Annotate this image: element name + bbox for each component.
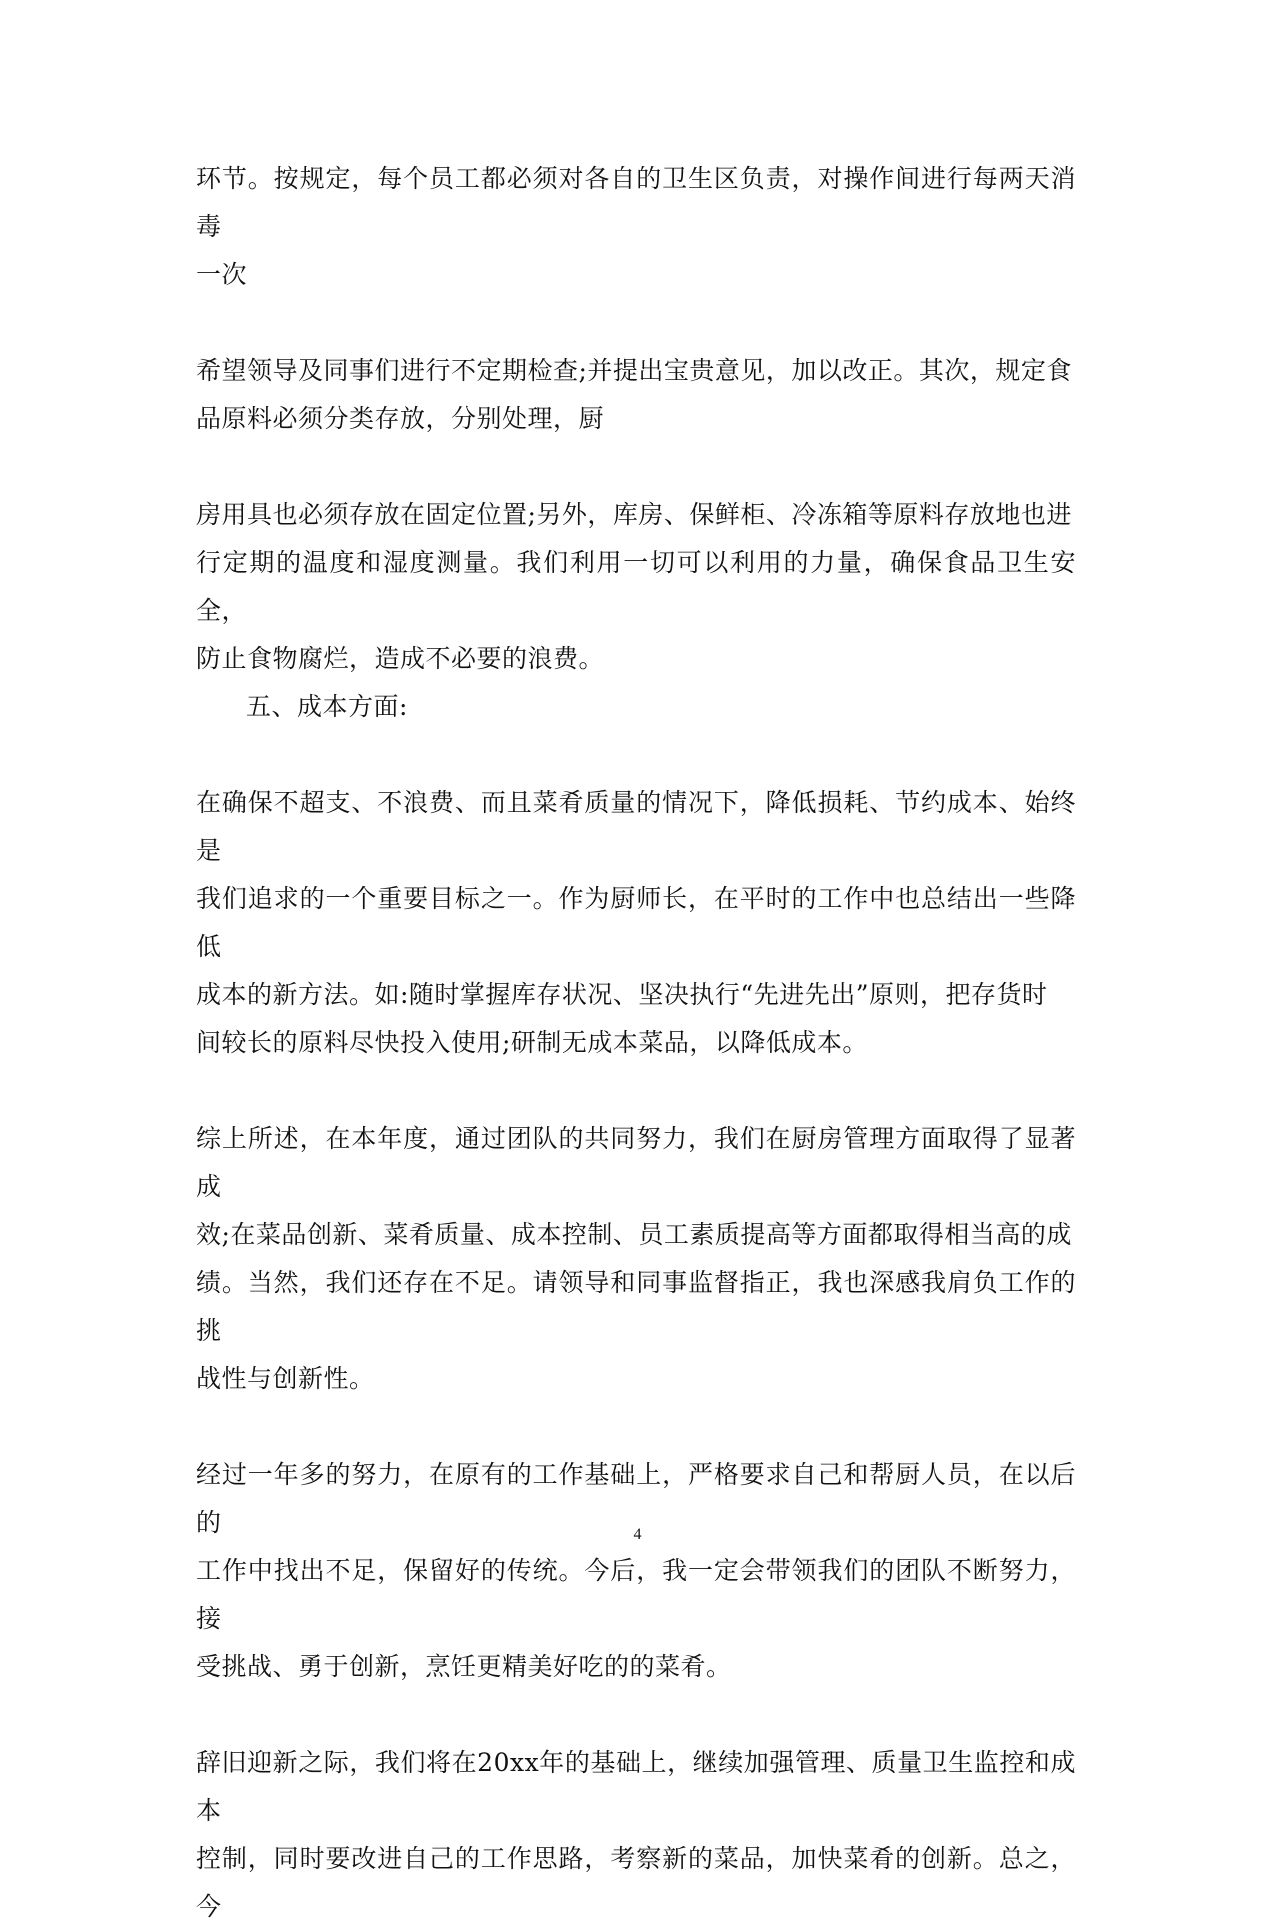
page-number: 4 <box>633 1526 642 1543</box>
paragraph-new-year: 辞旧迎新之际，我们将在20xx年的基础上，继续加强管理、质量卫生监控和成本 控制，同时要改进自己的工作思路，考察新的菜品，加快菜肴的创新。总之，今 <box>196 1748 1076 1921</box>
paragraph-effort: 经过一年多的努力，在原有的工作基础上，严格要求自己和帮厨人员，在以后的 工作中找出不足，保留好的传统。今后，我一定会带领我们的团队不断努力，接 受挑战、勇于创新，烹饪更精美好吃的的菜肴。 <box>196 1460 1076 1681</box>
section-heading-cost: 五、成本方面: <box>246 692 408 721</box>
paragraph-summary: 综上所述，在本年度，通过团队的共同努力，我们在厨房管理方面取得了显著成 效;在菜品创新、菜肴质量、成本控制、员工素质提高等方面都取得相当高的成 绩。当然，我们还存在不足。请领导和同事监督指正，我也深感我肩负工作的挑 战性与创新性。 <box>196 1124 1076 1393</box>
document-body <box>196 155 1076 1931</box>
paragraph-inspection-storage: 希望领导及同事们进行不定期检查;并提出宝贵意见，加以改正。其次，规定食 品原料必须分类存放，分别处理，厨 <box>196 356 1072 433</box>
paragraph-hygiene-rules: 环节。按规定，每个员工都必须对各自的卫生区负责，对操作间进行每两天消毒 一次 <box>196 164 1076 289</box>
paragraph-kitchen-tools: 房用具也必须存放在固定位置;另外，库房、保鲜柜、冷冻箱等原料存放地也进 行定期的温度和湿度测量。我们利用一切可以利用的力量，确保食品卫生安全， 防止食物腐烂，造成不必要的浪费。 <box>196 500 1076 673</box>
paragraph-cost-control: 在确保不超支、不浪费、而且菜肴质量的情况下，降低损耗、节约成本、始终是 我们追求的一个重要目标之一。作为厨师长，在平时的工作中也总结出一些降低 成本的新方法。如:随时掌握库存状况、坚决执行“先进先出”原则，把存货时 间较长的原料尽快投入使用;研制无成本菜品，以降低成本。 <box>196 788 1076 1057</box>
